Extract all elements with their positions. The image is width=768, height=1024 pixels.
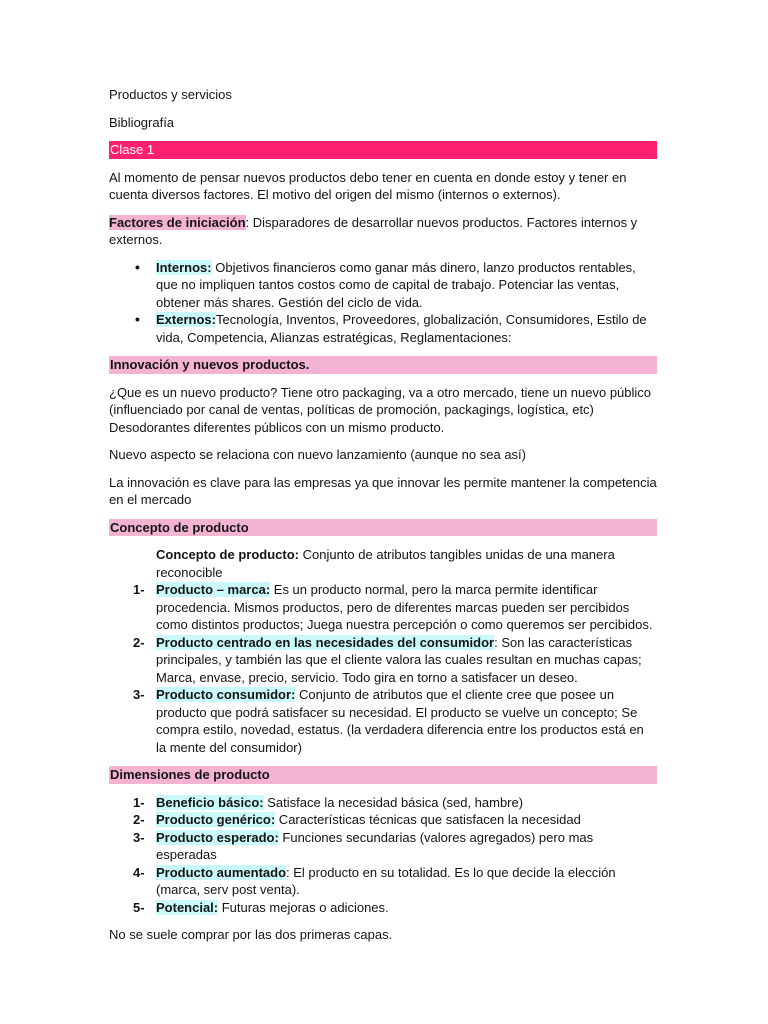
factores-paragraph (109, 214, 657, 249)
list-item-description: : Son las características principales, y también las que el cliente valora las cuales resultan en muchas capas; Marca, envase, precio, servicio. Todo gira en torno a satisfacer un deseo. (156, 634, 642, 685)
section-heading-dimensiones: Dimensiones de producto (109, 766, 657, 784)
list-item-number: 1- (133, 794, 145, 810)
list-item-number: 3- (133, 687, 145, 702)
list-item-text (156, 899, 657, 917)
list-item-text (156, 794, 657, 812)
list-item-number: 1- (133, 582, 145, 597)
list-item (109, 811, 657, 829)
bibliography-label: Bibliografía (109, 114, 175, 130)
list-item (109, 794, 657, 812)
document-title: Productos y servicios (109, 87, 232, 102)
list-item-description: Tecnología, Inventos, Proveedores, globalización, Consumidores, Estilo de vida, Competencia, Alianzas estratégicas, Reglamentaciones: (156, 312, 647, 345)
list-item (109, 634, 657, 687)
list-item-text (156, 259, 657, 312)
factores-text: : Disparadores de desarrollar nuevos productos. Factores internos y externos. (109, 214, 638, 247)
list-item-description: Futuras mejoras o adiciones. (218, 899, 389, 915)
list-item-description: Satisface la necesidad básica (sed, hambre) (263, 794, 524, 810)
concepto-definition-term: Concepto de producto: (156, 547, 299, 562)
list-item-term: Beneficio básico: (156, 794, 264, 810)
list-item-number: 3- (133, 829, 145, 845)
list-item-description: Funciones secundarias (valores agregados) pero mas esperadas (156, 829, 594, 862)
list-item-text (156, 829, 657, 864)
list-item-text (156, 311, 657, 346)
list-item-description: Características técnicas que satisfacen la necesidad (275, 812, 581, 827)
list-item-description: Objetivos financieros como ganar más dinero, lanzo productos rentables, que no impliquen tantos costos como de capital de trabajo. Potenciar las ventas, obtener más shares. Gestión del ciclo de vida. (156, 259, 636, 310)
list-item-term: Producto aumentado (156, 864, 287, 880)
list-item-description: : El producto en su totalidad. Es lo que decide la elección (marca, serv post venta). (156, 864, 616, 897)
innovacion-paragraph: La innovación es clave para las empresas ya que innovar les permite mantener la competencia en el mercado (109, 474, 657, 507)
list-item-description: Conjunto de atributos que el cliente cree que posee un producto que podrá satisfacer su necesidad. El producto se vuelve un concepto; Se compra estilo, novedad, estatus. (la verdadera diferencia entre los productos está en la mente del consumidor) (156, 687, 644, 755)
list-item (109, 581, 657, 634)
list-item-text (156, 634, 657, 687)
closing-paragraph: No se suele comprar por las dos primeras capas. (109, 927, 393, 942)
list-item-term: Producto genérico: (156, 812, 276, 827)
bullet-icon: • (135, 258, 140, 275)
list-item-term: Producto centrado en las necesidades del consumidor (156, 634, 495, 650)
list-item-term: Potencial: (156, 899, 219, 915)
list-item-text (156, 811, 657, 829)
list-item (109, 259, 657, 312)
list-item-description: Es un producto normal, pero la marca permite identificar procedencia. Mismos productos, pero de diferentes marcas pueden ser percibidos como distintos productos; Juega nuestra percepción o como queremos ser percibidos. (156, 582, 653, 632)
factores-list (109, 259, 657, 347)
list-item-term: Internos: (156, 259, 212, 275)
section-heading-innovacion: Innovación y nuevos productos. (109, 356, 657, 374)
class-heading: Clase 1 (109, 141, 657, 159)
list-item (109, 829, 657, 864)
list-item-term: Producto esperado: (156, 829, 279, 845)
concepto-definition (109, 546, 657, 581)
list-item-text (156, 864, 657, 899)
list-item-text (156, 686, 657, 756)
factores-term: Factores de iniciación (109, 214, 246, 230)
list-item-term: Externos: (156, 312, 216, 327)
list-item-term: Producto consumidor: (156, 687, 296, 702)
bullet-icon: • (135, 311, 140, 327)
list-item (109, 311, 657, 346)
list-item-number: 5- (133, 899, 145, 915)
innovacion-paragraph: Nuevo aspecto se relaciona con nuevo lanzamiento (aunque no sea así) (109, 447, 526, 462)
concepto-block (109, 546, 657, 756)
list-item-number: 2- (133, 634, 145, 650)
list-item (109, 899, 657, 917)
concepto-definition-text: Conjunto de atributos tangibles unidas de una manera reconocible (156, 547, 615, 580)
list-item-term: Producto – marca: (156, 582, 271, 597)
dimensiones-list (109, 794, 657, 917)
list-item (109, 864, 657, 899)
section-heading-concepto: Concepto de producto (109, 519, 657, 537)
list-item (109, 686, 657, 756)
innovacion-paragraph: ¿Que es un nuevo producto? Tiene otro packaging, va a otro mercado, tiene un nuevo público (influenciado por canal de ventas, políticas de promoción, packagings, logística, etc) Desodorantes diferentes públicos con un mismo producto. (109, 384, 652, 435)
list-item-text (156, 581, 657, 634)
list-item-number: 2- (133, 812, 145, 827)
intro-paragraph: Al momento de pensar nuevos productos debo tener en cuenta en donde estoy y tener en cuenta diversos factores. El motivo del origen del mismo (internos o externos). (109, 169, 627, 202)
list-item-number: 4- (133, 864, 145, 880)
